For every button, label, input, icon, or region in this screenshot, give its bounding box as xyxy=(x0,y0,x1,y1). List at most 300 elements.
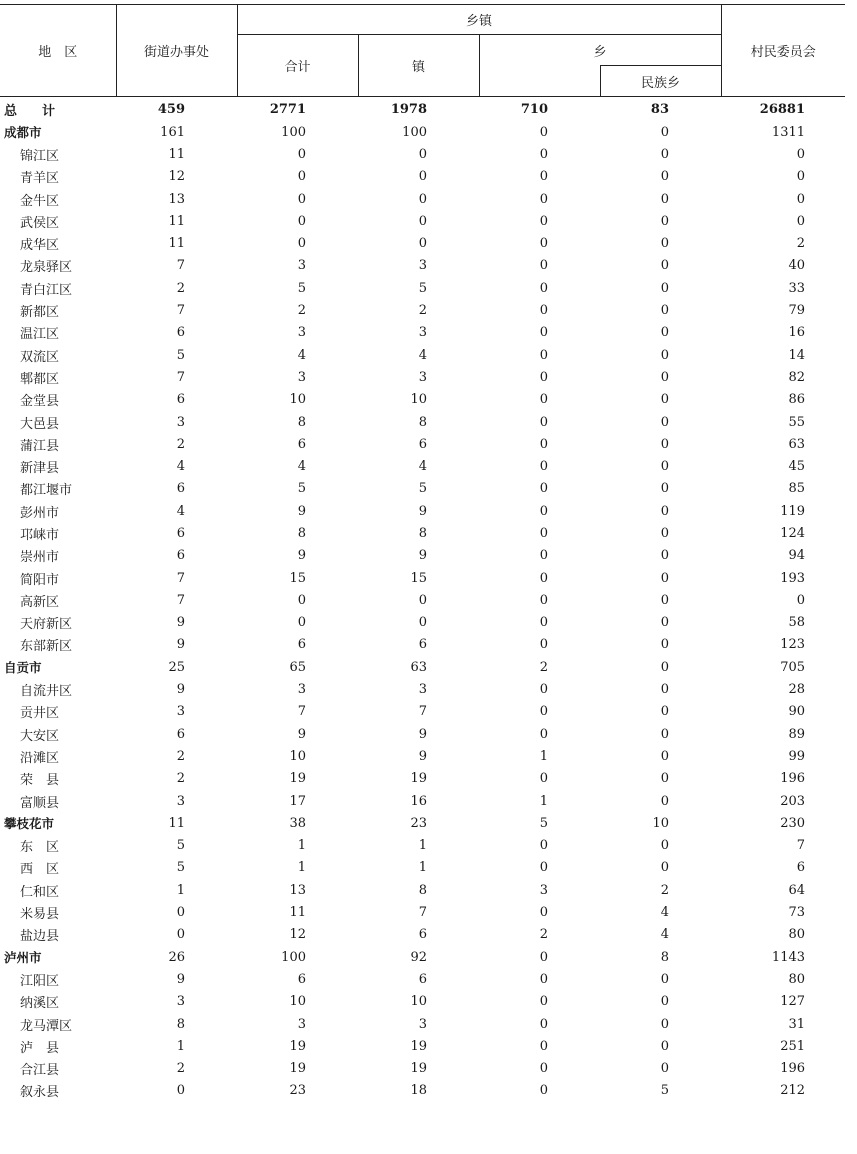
township-total-cell: 5 xyxy=(297,280,306,296)
street-office-cell: 9 xyxy=(176,615,185,631)
town-cell: 100 xyxy=(402,124,427,140)
town-cell: 4 xyxy=(418,347,427,363)
street-office-cell: 0 xyxy=(176,927,185,943)
district-row xyxy=(0,344,845,366)
township-total-cell: 100 xyxy=(281,949,306,965)
district-row xyxy=(0,634,845,656)
ethnic-xiang-cell: 0 xyxy=(660,236,670,252)
area-name-cell: 贡井区 xyxy=(20,706,60,722)
street-office-cell: 1 xyxy=(176,1038,185,1054)
township-total-cell: 10 xyxy=(289,748,306,764)
area-name-cell: 成华区 xyxy=(20,238,60,254)
township-total-cell: 100 xyxy=(281,124,306,140)
area-name-cell: 富顺县 xyxy=(20,795,60,811)
ethnic-xiang-cell: 0 xyxy=(660,347,670,363)
district-row xyxy=(0,612,845,634)
street-office-cell: 6 xyxy=(176,325,185,341)
district-row xyxy=(0,901,845,923)
area-name-cell: 青羊区 xyxy=(20,171,60,187)
ethnic-xiang-cell: 0 xyxy=(660,392,670,408)
village-committee-cell: 124 xyxy=(780,525,806,541)
ethnic-xiang-cell: 0 xyxy=(660,414,670,430)
street-office-cell: 11 xyxy=(168,815,185,831)
town-cell: 0 xyxy=(418,615,427,631)
street-office-cell: 4 xyxy=(176,503,185,519)
township-total-cell: 38 xyxy=(289,815,306,831)
town-cell: 4 xyxy=(418,459,427,475)
district-row xyxy=(0,500,845,522)
street-office-cell: 6 xyxy=(176,548,185,564)
village-committee-cell: 251 xyxy=(780,1038,806,1054)
street-office-cell: 2 xyxy=(176,436,185,452)
township-total-cell: 6 xyxy=(297,971,306,987)
village-committee-cell: 55 xyxy=(788,414,806,430)
street-office-cell: 5 xyxy=(176,838,185,854)
area-name-cell: 仁和区 xyxy=(20,884,60,900)
village-committee-cell: 73 xyxy=(788,905,806,921)
city-row xyxy=(0,121,845,143)
ethnic-xiang-cell: 2 xyxy=(660,882,670,898)
area-name-cell: 米易县 xyxy=(20,907,60,923)
street-office-cell: 2 xyxy=(176,771,185,787)
xiang-cell: 0 xyxy=(539,1061,548,1077)
area-name-cell: 崇州市 xyxy=(20,550,60,566)
town-cell: 10 xyxy=(410,994,427,1010)
district-row xyxy=(0,389,845,411)
district-row xyxy=(0,143,845,165)
district-row xyxy=(0,968,845,990)
area-name-cell: 泸州市 xyxy=(4,950,42,966)
area-name-cell: 郫都区 xyxy=(20,371,60,387)
xiang-cell: 0 xyxy=(539,1016,548,1032)
xiang-cell: 0 xyxy=(539,905,548,921)
district-row xyxy=(0,857,845,879)
header-ethnic-xiang: 民族乡 xyxy=(600,66,721,97)
xiang-cell: 0 xyxy=(539,682,548,698)
area-name-cell: 双流区 xyxy=(20,349,60,365)
ethnic-xiang-cell: 0 xyxy=(660,570,670,586)
township-total-cell: 13 xyxy=(289,882,306,898)
village-committee-cell: 0 xyxy=(796,169,806,185)
town-cell: 16 xyxy=(410,793,427,809)
village-committee-cell: 40 xyxy=(788,258,806,274)
township-total-cell: 10 xyxy=(289,392,306,408)
street-office-cell: 7 xyxy=(176,258,185,274)
town-cell: 9 xyxy=(418,726,427,742)
area-name-cell: 大邑县 xyxy=(20,416,60,432)
village-committee-cell: 63 xyxy=(788,436,806,452)
district-row xyxy=(0,322,845,344)
area-name-cell: 攀枝花市 xyxy=(4,816,55,832)
village-committee-cell: 123 xyxy=(780,637,806,653)
township-total-cell: 17 xyxy=(289,793,306,809)
district-row xyxy=(0,433,845,455)
village-committee-cell: 64 xyxy=(788,882,806,898)
township-total-cell: 19 xyxy=(289,1038,306,1054)
village-committee-cell: 86 xyxy=(788,392,806,408)
ethnic-xiang-cell: 0 xyxy=(660,325,670,341)
village-committee-cell: 705 xyxy=(780,659,806,675)
street-office-cell: 3 xyxy=(176,793,185,809)
township-total-cell: 19 xyxy=(289,771,306,787)
area-name-cell: 自贡市 xyxy=(4,660,42,676)
street-office-cell: 1 xyxy=(176,882,185,898)
district-row xyxy=(0,567,845,589)
ethnic-xiang-cell: 0 xyxy=(660,481,670,497)
district-row xyxy=(0,366,845,388)
xiang-cell: 0 xyxy=(539,637,548,653)
xiang-cell: 0 xyxy=(539,971,548,987)
town-cell: 9 xyxy=(418,503,427,519)
township-total-cell: 3 xyxy=(297,369,306,385)
xiang-cell: 0 xyxy=(539,392,548,408)
area-name-cell: 成都市 xyxy=(4,125,42,141)
ethnic-xiang-cell: 0 xyxy=(660,525,670,541)
township-total-cell: 4 xyxy=(297,459,306,475)
township-total-cell: 23 xyxy=(289,1083,306,1099)
ethnic-xiang-cell: 0 xyxy=(660,592,670,608)
township-total-cell: 8 xyxy=(297,525,306,541)
village-committee-cell: 193 xyxy=(780,570,806,586)
district-row xyxy=(0,166,845,188)
ethnic-xiang-cell: 0 xyxy=(660,748,670,764)
town-cell: 1978 xyxy=(390,101,427,117)
ethnic-xiang-cell: 0 xyxy=(660,1061,670,1077)
xiang-cell: 0 xyxy=(539,146,548,162)
township-total-cell: 15 xyxy=(289,570,306,586)
street-office-cell: 5 xyxy=(176,860,185,876)
district-row xyxy=(0,1035,845,1057)
township-total-cell: 0 xyxy=(297,236,306,252)
township-total-cell: 4 xyxy=(297,347,306,363)
township-total-cell: 6 xyxy=(297,637,306,653)
ethnic-xiang-cell: 83 xyxy=(650,101,670,117)
xiang-cell: 5 xyxy=(539,815,548,831)
total-row xyxy=(0,97,845,122)
town-cell: 6 xyxy=(418,637,427,653)
area-name-cell: 金堂县 xyxy=(20,394,60,410)
street-office-cell: 6 xyxy=(176,481,185,497)
street-office-cell: 7 xyxy=(176,592,185,608)
header-xiang: 乡 xyxy=(479,35,721,66)
village-committee-cell: 2 xyxy=(796,236,806,252)
township-total-cell: 9 xyxy=(297,503,306,519)
area-name-cell: 简阳市 xyxy=(20,572,60,588)
street-office-cell: 25 xyxy=(168,659,185,675)
ethnic-xiang-cell: 0 xyxy=(660,838,670,854)
township-total-cell: 7 xyxy=(297,704,306,720)
township-total-cell: 10 xyxy=(289,994,306,1010)
township-total-cell: 0 xyxy=(297,592,306,608)
street-office-cell: 6 xyxy=(176,726,185,742)
street-office-cell: 2 xyxy=(176,1061,185,1077)
ethnic-xiang-cell: 0 xyxy=(660,994,670,1010)
ethnic-xiang-cell: 0 xyxy=(660,1038,670,1054)
township-total-cell: 2771 xyxy=(269,101,306,117)
town-cell: 5 xyxy=(418,481,427,497)
town-cell: 7 xyxy=(418,704,427,720)
town-cell: 9 xyxy=(418,748,427,764)
header-area: 地 区 xyxy=(0,5,116,97)
township-total-cell: 11 xyxy=(289,905,306,921)
xiang-cell: 0 xyxy=(539,838,548,854)
area-name-cell: 高新区 xyxy=(20,594,60,610)
district-row xyxy=(0,678,845,700)
area-name-cell: 龙马潭区 xyxy=(20,1018,73,1034)
area-name-cell: 新都区 xyxy=(20,305,60,321)
xiang-cell: 0 xyxy=(539,949,548,965)
street-office-cell: 9 xyxy=(176,971,185,987)
street-office-cell: 26 xyxy=(168,949,185,965)
ethnic-xiang-cell: 4 xyxy=(660,905,670,921)
ethnic-xiang-cell: 0 xyxy=(660,771,670,787)
ethnic-xiang-cell: 0 xyxy=(660,704,670,720)
ethnic-xiang-cell: 0 xyxy=(660,436,670,452)
city-row xyxy=(0,656,845,678)
area-name-cell: 彭州市 xyxy=(20,505,60,521)
town-cell: 19 xyxy=(410,1038,427,1054)
town-cell: 3 xyxy=(418,1016,427,1032)
town-cell: 18 xyxy=(410,1083,427,1099)
town-cell: 0 xyxy=(418,213,427,229)
header-town: 镇 xyxy=(358,35,479,97)
xiang-cell: 2 xyxy=(539,659,548,675)
district-row xyxy=(0,991,845,1013)
ethnic-xiang-cell: 0 xyxy=(660,682,670,698)
header-township: 乡镇 xyxy=(237,5,721,35)
town-cell: 92 xyxy=(410,949,427,965)
street-office-cell: 9 xyxy=(176,637,185,653)
town-cell: 8 xyxy=(418,414,427,430)
village-committee-cell: 26881 xyxy=(759,101,806,117)
village-committee-cell: 89 xyxy=(788,726,806,742)
village-committee-cell: 80 xyxy=(788,927,806,943)
district-row xyxy=(0,277,845,299)
xiang-cell: 3 xyxy=(539,882,548,898)
township-total-cell: 0 xyxy=(297,169,306,185)
township-total-cell: 2 xyxy=(297,303,306,319)
district-row xyxy=(0,879,845,901)
town-cell: 6 xyxy=(418,971,427,987)
township-total-cell: 5 xyxy=(297,481,306,497)
area-name-cell: 西 区 xyxy=(20,862,60,878)
street-office-cell: 8 xyxy=(176,1016,185,1032)
ethnic-xiang-cell: 0 xyxy=(660,659,670,675)
district-row xyxy=(0,411,845,433)
town-cell: 8 xyxy=(418,882,427,898)
xiang-cell: 0 xyxy=(539,503,548,519)
town-cell: 7 xyxy=(418,905,427,921)
village-committee-cell: 0 xyxy=(796,592,806,608)
township-total-cell: 0 xyxy=(297,615,306,631)
town-cell: 15 xyxy=(410,570,427,586)
ethnic-xiang-cell: 0 xyxy=(660,280,670,296)
village-committee-cell: 196 xyxy=(780,1061,806,1077)
street-office-cell: 7 xyxy=(176,369,185,385)
xiang-cell: 0 xyxy=(539,615,548,631)
xiang-cell: 0 xyxy=(539,191,548,207)
xiang-cell: 0 xyxy=(539,124,548,140)
area-name-cell: 龙泉驿区 xyxy=(20,260,73,276)
xiang-cell: 0 xyxy=(539,860,548,876)
town-cell: 8 xyxy=(418,525,427,541)
xiang-cell: 1 xyxy=(539,793,548,809)
street-office-cell: 11 xyxy=(168,213,185,229)
street-office-cell: 2 xyxy=(176,748,185,764)
xiang-cell: 1 xyxy=(539,748,548,764)
area-name-cell: 叙永县 xyxy=(20,1085,60,1101)
township-total-cell: 3 xyxy=(297,1016,306,1032)
town-cell: 0 xyxy=(418,169,427,185)
village-committee-cell: 94 xyxy=(788,548,806,564)
xiang-cell: 0 xyxy=(539,303,548,319)
street-office-cell: 11 xyxy=(168,236,185,252)
xiang-cell: 0 xyxy=(539,436,548,452)
xiang-cell: 0 xyxy=(539,414,548,430)
village-committee-cell: 58 xyxy=(788,615,806,631)
area-name-cell: 江阳区 xyxy=(20,973,60,989)
area-name-cell: 自流井区 xyxy=(20,684,73,700)
district-row xyxy=(0,188,845,210)
xiang-cell: 0 xyxy=(539,236,548,252)
village-committee-cell: 0 xyxy=(796,213,806,229)
ethnic-xiang-cell: 0 xyxy=(660,124,670,140)
district-row xyxy=(0,545,845,567)
district-row xyxy=(0,835,845,857)
district-row xyxy=(0,924,845,946)
street-office-cell: 0 xyxy=(176,905,185,921)
city-row xyxy=(0,812,845,834)
town-cell: 0 xyxy=(418,146,427,162)
street-office-cell: 2 xyxy=(176,280,185,296)
xiang-cell: 0 xyxy=(539,213,548,229)
village-committee-cell: 196 xyxy=(780,771,806,787)
village-committee-cell: 33 xyxy=(788,280,806,296)
area-name-cell: 东 区 xyxy=(20,840,60,856)
xiang-cell: 710 xyxy=(520,101,548,117)
village-committee-cell: 80 xyxy=(788,971,806,987)
village-committee-cell: 7 xyxy=(796,838,806,854)
town-cell: 10 xyxy=(410,392,427,408)
township-total-cell: 1 xyxy=(297,860,306,876)
area-name-cell: 蒲江县 xyxy=(20,438,60,454)
village-committee-cell: 28 xyxy=(788,682,806,698)
district-row xyxy=(0,1057,845,1079)
xiang-cell: 0 xyxy=(539,570,548,586)
ethnic-xiang-cell: 0 xyxy=(660,146,670,162)
township-total-cell: 1 xyxy=(297,838,306,854)
village-committee-cell: 16 xyxy=(788,325,806,341)
xiang-cell: 0 xyxy=(539,347,548,363)
area-name-cell: 东部新区 xyxy=(20,639,73,655)
xiang-cell: 0 xyxy=(539,771,548,787)
village-committee-cell: 212 xyxy=(780,1083,806,1099)
area-name-cell: 邛崃市 xyxy=(20,527,60,543)
street-office-cell: 3 xyxy=(176,704,185,720)
admin-divisions-table xyxy=(0,4,845,1102)
district-row xyxy=(0,522,845,544)
street-office-cell: 5 xyxy=(176,347,185,363)
table-body xyxy=(0,97,845,1103)
xiang-cell: 0 xyxy=(539,325,548,341)
district-row xyxy=(0,723,845,745)
ethnic-xiang-cell: 0 xyxy=(660,459,670,475)
village-committee-cell: 230 xyxy=(780,815,806,831)
area-name-cell: 金牛区 xyxy=(20,193,60,209)
xiang-cell: 0 xyxy=(539,592,548,608)
district-row xyxy=(0,790,845,812)
village-committee-cell: 99 xyxy=(788,748,806,764)
district-row xyxy=(0,745,845,767)
ethnic-xiang-cell: 4 xyxy=(660,927,670,943)
ethnic-xiang-cell: 0 xyxy=(660,503,670,519)
village-committee-cell: 0 xyxy=(796,191,806,207)
area-name-cell: 锦江区 xyxy=(20,148,60,164)
street-office-cell: 0 xyxy=(176,1083,185,1099)
township-total-cell: 9 xyxy=(297,726,306,742)
xiang-cell: 0 xyxy=(539,481,548,497)
street-office-cell: 6 xyxy=(176,392,185,408)
village-committee-cell: 1143 xyxy=(771,949,806,965)
ethnic-xiang-cell: 0 xyxy=(660,1016,670,1032)
township-total-cell: 19 xyxy=(289,1061,306,1077)
village-committee-cell: 85 xyxy=(788,481,806,497)
town-cell: 19 xyxy=(410,771,427,787)
township-total-cell: 3 xyxy=(297,325,306,341)
street-office-cell: 13 xyxy=(168,191,185,207)
xiang-cell: 2 xyxy=(539,927,548,943)
township-total-cell: 3 xyxy=(297,258,306,274)
street-office-cell: 11 xyxy=(168,146,185,162)
township-total-cell: 3 xyxy=(297,682,306,698)
district-row xyxy=(0,1013,845,1035)
area-name-cell: 总 计 xyxy=(4,103,62,119)
district-row xyxy=(0,701,845,723)
area-name-cell: 都江堰市 xyxy=(20,483,73,499)
ethnic-xiang-cell: 0 xyxy=(660,860,670,876)
xiang-cell: 0 xyxy=(539,1038,548,1054)
ethnic-xiang-cell: 5 xyxy=(660,1083,670,1099)
village-committee-cell: 203 xyxy=(780,793,806,809)
street-office-cell: 7 xyxy=(176,570,185,586)
town-cell: 3 xyxy=(418,369,427,385)
header-street-office: 街道办事处 xyxy=(116,5,237,97)
ethnic-xiang-cell: 0 xyxy=(660,213,670,229)
xiang-cell: 0 xyxy=(539,169,548,185)
village-committee-cell: 45 xyxy=(788,459,806,475)
town-cell: 3 xyxy=(418,325,427,341)
area-name-cell: 温江区 xyxy=(20,327,60,343)
district-row xyxy=(0,455,845,477)
street-office-cell: 161 xyxy=(160,124,185,140)
ethnic-xiang-cell: 0 xyxy=(660,971,670,987)
area-name-cell: 青白江区 xyxy=(20,282,73,298)
township-total-cell: 0 xyxy=(297,213,306,229)
area-name-cell: 盐边县 xyxy=(20,929,60,945)
xiang-cell: 0 xyxy=(539,994,548,1010)
township-total-cell: 6 xyxy=(297,436,306,452)
xiang-cell: 0 xyxy=(539,525,548,541)
village-committee-cell: 0 xyxy=(796,146,806,162)
village-committee-cell: 14 xyxy=(788,347,806,363)
town-cell: 23 xyxy=(410,815,427,831)
city-row xyxy=(0,946,845,968)
ethnic-xiang-cell: 0 xyxy=(660,369,670,385)
town-cell: 0 xyxy=(418,236,427,252)
ethnic-xiang-cell: 0 xyxy=(660,303,670,319)
ethnic-xiang-cell: 8 xyxy=(660,949,670,965)
village-committee-cell: 90 xyxy=(788,704,806,720)
